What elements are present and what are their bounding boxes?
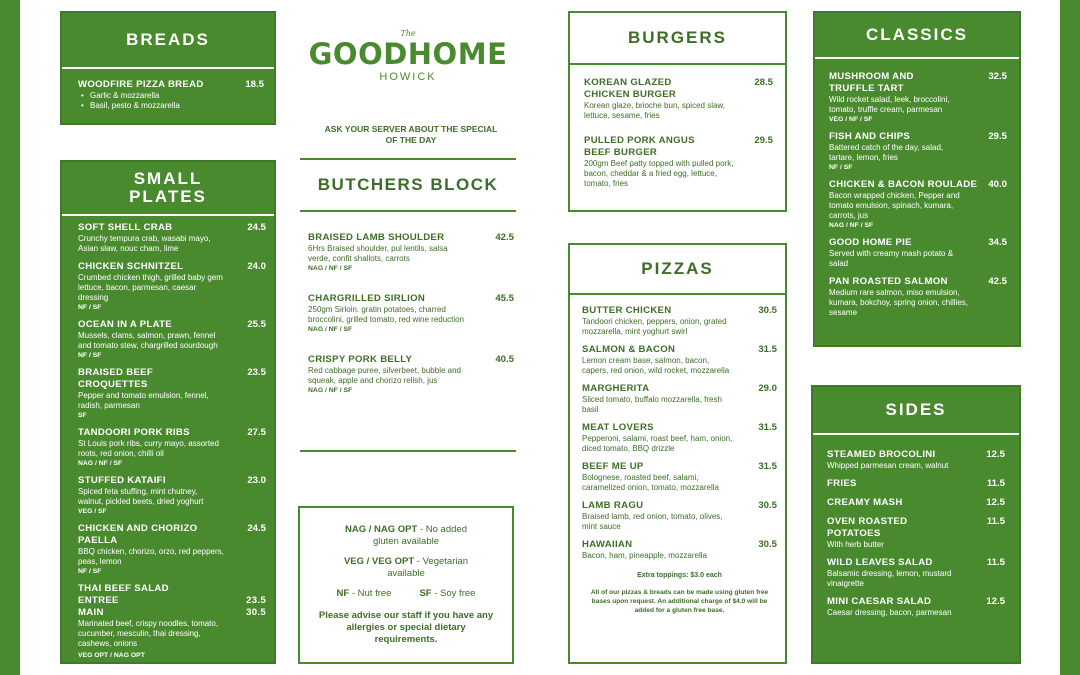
menu-item (582, 383, 777, 415)
burgers-section (568, 11, 787, 212)
item-desc: Red cabbage puree, silverbeet, bubble and squeak, apple and chorizo relish, jus (308, 366, 461, 385)
item-desc: Bacon wrapped chicken, Pepper and tomato emulsion, spinach, kumara, carrots, jus (829, 191, 960, 220)
item-price: 30.5 (758, 500, 777, 511)
dietary-tag: NF / SF (78, 304, 102, 311)
menu-item (582, 539, 777, 561)
item-price: 31.5 (758, 344, 777, 355)
item-name: FISH AND CHIPS (829, 131, 911, 142)
item-price: 12.5 (986, 497, 1005, 508)
legend-veg (336, 556, 476, 580)
item-desc: St Louis pork ribs, curry mayo, assorted roots, red onion, chilli oil (78, 439, 219, 458)
entree-row (78, 595, 266, 607)
item-price: 42.5 (495, 232, 514, 243)
item-option: • Garlic & mozzarella (78, 91, 228, 101)
item-name: BRAISED LAMB SHOULDER (308, 232, 445, 243)
menu-item (827, 449, 1005, 471)
item-price: 11.5 (986, 557, 1005, 568)
item-price: 31.5 (758, 422, 777, 433)
item-price: 24.0 (247, 261, 266, 272)
dietary-tag: SF (78, 412, 87, 419)
menu-item-thai-beef-salad (78, 583, 266, 660)
menu-item (827, 596, 1005, 618)
item-name: SOFT SHELL CRAB (78, 222, 173, 233)
menu-item (78, 261, 266, 312)
legend-sf-text: - Soy free (431, 588, 476, 599)
item-desc: Caesar dressing, bacon, parmesan (827, 608, 952, 617)
menu-item (582, 344, 777, 376)
allergy-advice: Please advise our staff if you have any allergies or special dietary requirements. (318, 610, 494, 645)
menu-item (584, 135, 773, 189)
item-desc: Marinated beef, crispy noodles, tomato, cucumber, mesculin, thai dressing, cashews, onions (78, 619, 219, 648)
item-name: CHARGRILLED SIRLION (308, 293, 426, 304)
item-price: 40.5 (495, 354, 514, 365)
item-desc: Pepperoni, salami, roast beef, ham, onion, diced tomato, BBQ drizzle (582, 434, 733, 453)
item-name: CHICKEN AND CHORIZO PAELLA (78, 523, 198, 546)
butchers-bottom-rule (300, 450, 516, 452)
dietary-tag: NF / SF (78, 568, 102, 575)
item-desc: Medium rare salmon, miso emulsion, kumara, bokchoy, spring onion, chillies, sesame (829, 288, 969, 317)
item-name: GOOD HOME PIE (829, 237, 912, 248)
item-price: 42.5 (988, 276, 1007, 287)
menu-item (582, 305, 777, 337)
menu-item (78, 319, 266, 360)
item-name: PAN ROASTED SALMON (829, 276, 948, 287)
item-price: 34.5 (988, 237, 1007, 248)
dietary-tag: NAG / NF / SF (78, 460, 123, 467)
item-option: • Basil, pesto & mozzarella (78, 101, 228, 111)
legend-nf-text: - Nut free (349, 588, 392, 599)
item-price: 40.0 (988, 179, 1007, 190)
item-desc: Korean glaze, brioche bun, spiced slaw, lettuce, sesame, fries (584, 101, 725, 120)
item-name: STUFFED KATAIFI (78, 475, 166, 486)
item-name: SALMON & BACON (582, 344, 676, 355)
breads-heading: BREADS (62, 13, 274, 69)
item-desc: Spiced feta stuffing, mint chutney, walnut, pickled beets, dried yoghurt (78, 487, 204, 506)
dietary-tag: VEG / NF / SF (829, 116, 873, 123)
menu-item (827, 497, 1005, 509)
butchers-block-section (300, 158, 516, 452)
menu-item (78, 79, 264, 111)
dietary-tag: VEG / SF (78, 508, 107, 515)
legend-sf (419, 588, 475, 600)
item-name: STEAMED BROCOLINI (827, 449, 936, 460)
item-price: 12.5 (986, 596, 1005, 607)
item-name: OCEAN IN A PLATE (78, 319, 172, 330)
gluten-free-note: All of our pizzas & breads can be made using gluten free bases upon request. An additional charge of $4.0 will be added for a gluten free base. (590, 589, 769, 614)
dietary-tag: NF / SF (829, 164, 853, 171)
item-price: 30.5 (758, 539, 777, 550)
logo-name: GOODHOME (308, 37, 508, 71)
item-name: MUSHROOM AND TRUFFLE TART (829, 71, 914, 94)
item-desc: 200gm Beef patty topped with pulled pork, bacon, cheddar & a fried egg, lettuce, tomato, fries (584, 159, 734, 188)
item-name: CHICKEN SCHNITZEL (78, 261, 184, 272)
legend-veg-text: - Vegetarian available (387, 556, 469, 579)
item-desc: Bacon, ham, pineapple, mozzarella (582, 551, 707, 560)
legend-nag-text: - No added gluten available (372, 524, 467, 547)
menu-item (829, 276, 1007, 318)
menu-item (827, 478, 1005, 490)
item-price: 11.5 (986, 478, 1005, 489)
menu-item (827, 557, 1005, 589)
legend-sf-key: SF (419, 588, 432, 599)
item-name: KOREAN GLAZED CHICKEN BURGER (584, 77, 677, 100)
menu-item (829, 131, 1007, 172)
item-name: OVEN ROASTED POTATOES (827, 516, 908, 539)
item-desc: Wild rocket salad, leek, broccolini, tomato, truffle cream, parmesan (829, 95, 950, 114)
extra-toppings-note: Extra toppings: $3.0 each (637, 572, 722, 579)
dietary-tag: NF / SF (78, 352, 102, 359)
legend-nag-key: NAG / NAG OPT (345, 524, 418, 535)
item-name: CRISPY PORK BELLY (308, 354, 413, 365)
menu-item (308, 232, 514, 273)
breads-section (60, 11, 276, 125)
butchers-block-heading: BUTCHERS BLOCK (317, 175, 499, 194)
item-name: MEAT LOVERS (582, 422, 654, 433)
menu-item (78, 222, 266, 254)
item-price: 24.5 (247, 523, 266, 534)
item-price: 25.5 (247, 319, 266, 330)
legend-nf-sf (300, 588, 512, 600)
item-price: 12.5 (986, 449, 1005, 460)
menu-item (582, 500, 777, 532)
entree-price: 23.5 (246, 595, 266, 606)
menu-item (829, 71, 1007, 124)
pizzas-heading: PIZZAS (570, 245, 785, 295)
item-desc: Pepper and tomato emulsion, fennel, radish, parmesan (78, 391, 209, 410)
menu-item (78, 523, 266, 576)
item-price: 11.5 (986, 516, 1005, 527)
item-name: WILD LEAVES SALAD (827, 557, 933, 568)
dietary-legend-box (298, 506, 514, 664)
main-row (78, 607, 266, 619)
item-price: 45.5 (495, 293, 514, 304)
menu-item (308, 293, 514, 334)
item-name: WOODFIRE PIZZA BREAD (78, 79, 204, 90)
menu-item (78, 367, 266, 420)
item-desc: 6Hrs Braised shoulder, pul lentils, salsa verde, confit shallots, carrots (308, 244, 448, 263)
logo-location: HOWICK (379, 71, 437, 83)
item-price: 32.5 (988, 71, 1007, 82)
item-name: LAMB RAGU (582, 500, 644, 511)
logo (300, 30, 516, 84)
item-desc: Sliced tomato, buffalo mozzarella, fresh basil (582, 395, 722, 414)
item-price: 27.5 (247, 427, 266, 438)
menu-item (582, 461, 777, 493)
legend-nag (331, 524, 481, 548)
main-label: MAIN (78, 607, 104, 618)
logo-the: The (400, 29, 416, 38)
item-desc: Bolognese, roasted beef, salami, caramelized onion, tomato, mozzarella (582, 473, 719, 492)
entree-label: ENTREE (78, 595, 119, 606)
item-desc: Braised lamb, red onion, tomato, olives, mint sauce (582, 512, 723, 531)
item-price: 24.5 (247, 222, 266, 233)
dietary-tag: NAG / NF / SF (829, 222, 874, 229)
menu-item (829, 237, 1007, 269)
item-name: BEEF ME UP (582, 461, 644, 472)
item-name: PULLED PORK ANGUS BEEF BURGER (584, 135, 695, 158)
item-desc: Balsamic dressing, lemon, mustard vinaigrette (827, 569, 952, 588)
item-price: 29.0 (758, 383, 777, 394)
classics-heading: CLASSICS (815, 13, 1019, 59)
legend-nf-key: NF (336, 588, 350, 599)
item-price: 29.5 (988, 131, 1007, 142)
menu-item (308, 354, 514, 395)
item-desc: Crumbed chicken thigh, grilled baby gem lettuce, bacon, parmesan, caesar dressing (78, 273, 223, 302)
sides-section (811, 385, 1021, 664)
dietary-tag: NAG / NF / SF (308, 326, 353, 333)
small-plates-heading-text: SMALL PLATES (129, 169, 207, 206)
menu-item (582, 422, 777, 454)
item-name: CHICKEN & BACON ROULADE (829, 179, 978, 190)
menu-item (78, 475, 266, 516)
menu-item (78, 427, 266, 468)
item-name: FRIES (827, 478, 857, 489)
item-desc: 250gm Sirloin. gratin potatoes, charred broccolini, grilled tomato, red wine reduction (308, 305, 465, 324)
menu-item (829, 179, 1007, 230)
item-name: BUTTER CHICKEN (582, 305, 672, 316)
item-name: MARGHERITA (582, 383, 650, 394)
legend-veg-key: VEG / VEG OPT (343, 556, 415, 567)
item-name: MINI CAESAR SALAD (827, 596, 932, 607)
item-desc: Served with creamy mash potato & salad (829, 249, 954, 268)
special-note: ASK YOUR SERVER ABOUT THE SPECIAL OF THE DAY (324, 124, 498, 145)
item-desc: With herb butter (827, 540, 884, 549)
item-price: 28.5 (754, 77, 773, 88)
menu-item (827, 516, 1005, 550)
small-plates-heading (62, 162, 274, 216)
pizzas-section (568, 243, 787, 664)
burgers-heading: BURGERS (570, 13, 785, 65)
dietary-tag: NAG / NF / SF (308, 265, 353, 272)
item-desc: Tandoori chicken, peppers, onion, grated mozzarella, mint yoghurt swirl (582, 317, 727, 336)
item-desc: Crunchy tempura crab, wasabi mayo, Asian slaw, nouc cham, lime (78, 234, 211, 253)
item-price: 23.5 (247, 367, 266, 378)
item-desc: BBQ chicken, chorizo, orzo, red peppers, peas, lemon (78, 547, 224, 566)
item-price: 18.5 (245, 79, 264, 90)
right-green-edge (1060, 0, 1080, 675)
item-desc: Mussels, clams, salmon, prawn, fennel and tomato stew, chargrilled sourdough (78, 331, 218, 350)
item-desc: Battered catch of the day, salad, tartare, lemon, fries (829, 143, 944, 162)
item-name: THAI BEEF SALAD (78, 583, 169, 594)
left-green-edge (0, 0, 20, 675)
item-name: TANDOORI PORK RIBS (78, 427, 190, 438)
item-price: 30.5 (758, 305, 777, 316)
item-desc: Lemon cream base, salmon, bacon, capers, red onion, wild rocket, mozzarella (582, 356, 730, 375)
item-name: CREAMY MASH (827, 497, 903, 508)
item-price: 23.0 (247, 475, 266, 486)
menu-item (584, 77, 773, 121)
item-price: 31.5 (758, 461, 777, 472)
sides-heading: SIDES (813, 387, 1019, 435)
classics-section (813, 11, 1021, 347)
main-price: 30.5 (246, 607, 266, 618)
item-price: 29.5 (754, 135, 773, 146)
legend-nf (337, 588, 392, 600)
small-plates-section (60, 160, 276, 664)
dietary-tag: NAG / NF / SF (308, 387, 353, 394)
item-desc: Whipped parmesan cream, walnut (827, 461, 949, 470)
item-name: HAWAIIAN (582, 539, 633, 550)
item-name: BRAISED BEEF CROQUETTES (78, 367, 154, 390)
dietary-tag: VEG OPT / NAG OPT (78, 652, 145, 659)
